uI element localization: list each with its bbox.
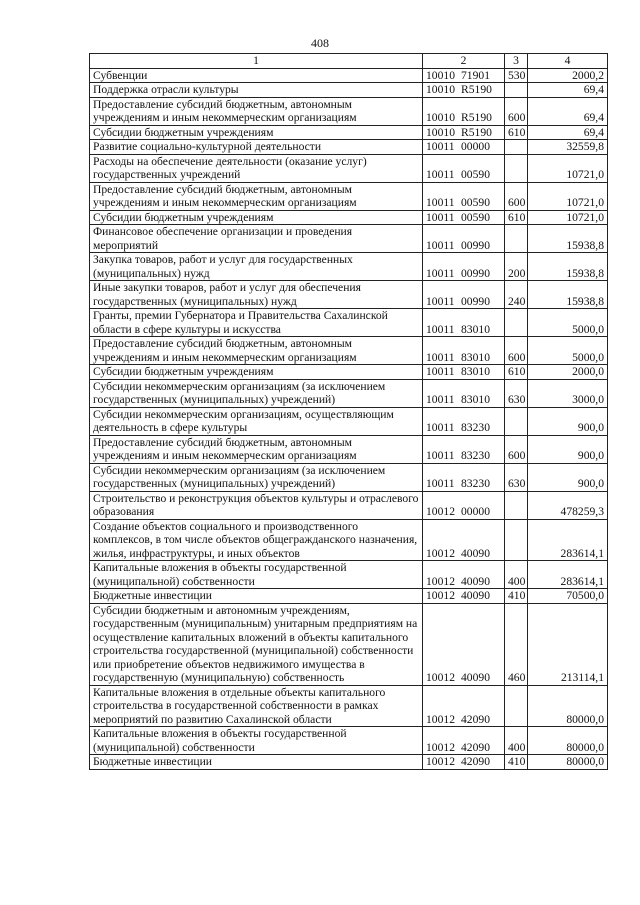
row-amount: 80000,0 [528,727,608,755]
row-expense-type [505,519,528,561]
row-expense-type [505,140,528,155]
row-code-program: 10010 [426,111,455,124]
row-code [423,491,505,519]
row-code [423,125,505,140]
table-row [90,125,608,140]
table-row [90,561,608,589]
row-code-program: 10012 [426,505,455,518]
row-expense-type: 460 [505,603,528,685]
row-amount: 15938,8 [528,281,608,309]
row-code [423,140,505,155]
row-code [423,435,505,463]
table-row [90,337,608,365]
row-amount: 10721,0 [528,154,608,182]
row-code-program: 10011 [426,266,455,280]
row-code-program: 10012 [426,589,455,602]
row-name: Бюджетные инвестиции [90,755,423,770]
row-code-direction: 00990 [461,266,490,280]
row-name: Предоставление субсидий бюджетным, автономным учреждениям и иным некоммерческим организациям [90,337,423,365]
row-expense-type: 610 [505,210,528,225]
table-body [90,68,608,769]
row-amount: 69,4 [528,83,608,98]
row-expense-type: 400 [505,561,528,589]
row-name: Субсидии бюджетным учреждениям [90,210,423,225]
row-code-program: 10011 [426,168,455,181]
row-name: Субсидии некоммерческим организациям, осуществляющим деятельность в сфере культуры [90,407,423,435]
column-header-name: 1 [90,54,423,69]
row-amount: 10721,0 [528,182,608,210]
table-row [90,253,608,281]
row-name: Капитальные вложения в отдельные объекты капитального строительства в государственной собственности в рамках мероприятий по развитию Сахалинской области [90,685,423,727]
row-code-direction: 00990 [461,238,490,252]
row-code-program: 10011 [426,322,455,336]
row-code [423,182,505,210]
row-code [423,309,505,337]
row-expense-type: 200 [505,253,528,281]
row-code-direction: 00990 [461,294,490,308]
row-name: Предоставление субсидий бюджетным, автономным учреждениям и иным некоммерческим организациям [90,182,423,210]
row-code-direction: 83230 [461,421,490,434]
row-expense-type [505,685,528,727]
row-expense-type [505,309,528,337]
row-name: Предоставление субсидий бюджетным, автономным учреждениям и иным некоммерческим организациям [90,435,423,463]
row-amount: 283614,1 [528,519,608,561]
row-code [423,407,505,435]
row-code-direction: 83230 [461,449,490,462]
row-code-program: 10011 [426,393,455,406]
row-code [423,365,505,380]
table-row [90,68,608,83]
row-name: Субсидии бюджетным учреждениям [90,125,423,140]
table-row [90,182,608,210]
table-row [90,365,608,380]
row-expense-type: 530 [505,68,528,83]
row-amount: 80000,0 [528,755,608,770]
table-row [90,727,608,755]
row-code [423,589,505,604]
row-code [423,685,505,727]
row-code [423,253,505,281]
row-amount: 213114,1 [528,603,608,685]
row-amount: 900,0 [528,435,608,463]
row-name: Создание объектов социального и производственного комплексов, в том числе объектов общегражданского назначения, жилья, инфраструктуры, и иных объектов [90,519,423,561]
row-code-direction: 00590 [461,210,490,224]
row-code-direction: 40090 [461,671,490,684]
table-row [90,140,608,155]
row-code [423,337,505,365]
row-code [423,83,505,98]
row-amount: 32559,8 [528,140,608,155]
table-row [90,210,608,225]
row-expense-type: 400 [505,727,528,755]
row-code [423,281,505,309]
row-amount: 69,4 [528,97,608,125]
row-code-program: 10011 [426,140,455,153]
row-expense-type: 630 [505,463,528,491]
column-header-code: 2 [423,54,505,69]
row-code-program: 10011 [426,350,455,364]
row-code-program: 10012 [426,755,455,768]
page-number: 408 [311,36,329,50]
row-amount: 10721,0 [528,210,608,225]
row-expense-type: 610 [505,125,528,140]
row-code-program: 10012 [426,712,455,726]
table-row [90,435,608,463]
table-row [90,685,608,727]
row-code-program: 10012 [426,574,455,588]
row-code-direction: 00000 [461,140,490,153]
row-expense-type [505,83,528,98]
row-amount: 5000,0 [528,309,608,337]
row-name: Субсидии бюджетным учреждениям [90,365,423,380]
row-code-program: 10010 [426,125,455,139]
row-name: Поддержка отрасли культуры [90,83,423,98]
row-code-program: 10011 [426,365,455,378]
row-code-direction: R5190 [461,111,492,124]
row-amount: 900,0 [528,407,608,435]
row-code [423,210,505,225]
row-code [423,68,505,83]
row-code-direction: 40090 [461,589,490,602]
budget-table [89,53,608,770]
table-row [90,154,608,182]
row-name: Гранты, премии Губернатора и Правительства Сахалинской области в сфере культуры и искусства [90,309,423,337]
row-amount: 2000,2 [528,68,608,83]
row-expense-type: 600 [505,337,528,365]
row-code-direction: 40090 [461,574,490,588]
row-amount: 15938,8 [528,253,608,281]
row-code-direction: 83010 [461,322,490,336]
row-amount: 900,0 [528,463,608,491]
row-code-program: 10011 [426,294,455,308]
row-expense-type: 410 [505,755,528,770]
table-row [90,589,608,604]
row-expense-type: 600 [505,182,528,210]
row-code-direction: R5190 [461,125,492,139]
table-row [90,755,608,770]
row-code-direction: 42090 [461,740,490,754]
row-code-direction: R5190 [461,83,492,96]
row-amount: 5000,0 [528,337,608,365]
row-amount: 80000,0 [528,685,608,727]
row-amount: 69,4 [528,125,608,140]
row-code-program: 10012 [426,740,455,754]
row-code [423,561,505,589]
row-code-direction: 71901 [461,68,490,82]
row-name: Субсидии бюджетным и автономным учреждениям, государственным (муниципальным) унитарным предприятиям на осуществление капитальных вложений в объекты капитального строительства государственной (муниципальной) собственности или приобретение объектов недвижимого имущества в государственную (муниципальную) собственность [90,603,423,685]
row-name: Субвенции [90,68,423,83]
table-row [90,603,608,685]
row-name: Бюджетные инвестиции [90,589,423,604]
row-code-direction: 00000 [461,505,490,518]
row-code-program: 10011 [426,449,455,462]
row-expense-type [505,154,528,182]
row-expense-type [505,225,528,253]
row-name: Предоставление субсидий бюджетным, автономным учреждениям и иным некоммерческим организациям [90,97,423,125]
row-code [423,755,505,770]
row-code-program: 10012 [426,546,455,560]
row-code [423,97,505,125]
row-expense-type: 600 [505,435,528,463]
row-code-direction: 00590 [461,196,490,209]
row-name: Закупка товаров, работ и услуг для государственных (муниципальных) нужд [90,253,423,281]
row-code-program: 10010 [426,68,455,82]
row-code-program: 10012 [426,671,455,684]
row-code-direction: 42090 [461,712,490,726]
row-name: Иные закупки товаров, работ и услуг для обеспечения государственных (муниципальных) нужд [90,281,423,309]
row-code [423,727,505,755]
row-name: Субсидии некоммерческим организациям (за исключением государственных (муниципальных) учреждений) [90,379,423,407]
row-amount: 283614,1 [528,561,608,589]
header-row [90,54,608,69]
row-code-direction: 40090 [461,546,490,560]
table-row [90,281,608,309]
row-code [423,379,505,407]
table-row [90,97,608,125]
row-name: Субсидии некоммерческим организациям (за исключением государственных (муниципальных) учреждений) [90,463,423,491]
row-code-program: 10011 [426,210,455,224]
row-code [423,463,505,491]
table-row [90,83,608,98]
row-amount: 15938,8 [528,225,608,253]
table-row [90,407,608,435]
row-code-direction: 83010 [461,393,490,406]
table-row [90,379,608,407]
table-row [90,309,608,337]
row-amount: 70500,0 [528,589,608,604]
row-code-program: 10010 [426,83,455,96]
row-name: Строительство и реконструкция объектов культуры и отраслевого образования [90,491,423,519]
row-code [423,603,505,685]
row-expense-type [505,491,528,519]
table-row [90,463,608,491]
row-expense-type: 410 [505,589,528,604]
row-code-program: 10011 [426,196,455,209]
table-row [90,225,608,253]
row-expense-type: 630 [505,379,528,407]
row-amount: 2000,0 [528,365,608,380]
row-code-direction: 83010 [461,365,490,378]
row-code-direction: 83230 [461,477,490,490]
row-name: Развитие социально-культурной деятельности [90,140,423,155]
row-code-direction: 83010 [461,350,490,364]
row-code-direction: 42090 [461,755,490,768]
row-code-direction: 00590 [461,168,490,181]
row-code [423,225,505,253]
row-code-program: 10011 [426,477,455,490]
row-name: Финансовое обеспечение организации и проведения мероприятий [90,225,423,253]
row-code-program: 10011 [426,421,455,434]
column-header-type: 3 [505,54,528,69]
row-expense-type: 240 [505,281,528,309]
row-code [423,154,505,182]
row-code-program: 10011 [426,238,455,252]
table-row [90,519,608,561]
row-amount: 478259,3 [528,491,608,519]
row-expense-type: 610 [505,365,528,380]
row-expense-type: 600 [505,97,528,125]
row-code [423,519,505,561]
row-amount: 3000,0 [528,379,608,407]
column-header-amount: 4 [528,54,608,69]
table-row [90,491,608,519]
row-name: Капитальные вложения в объекты государственной (муниципальной) собственности [90,727,423,755]
row-name: Расходы на обеспечение деятельности (оказание услуг) государственных учреждений [90,154,423,182]
row-name: Капитальные вложения в объекты государственной (муниципальной) собственности [90,561,423,589]
row-expense-type [505,407,528,435]
